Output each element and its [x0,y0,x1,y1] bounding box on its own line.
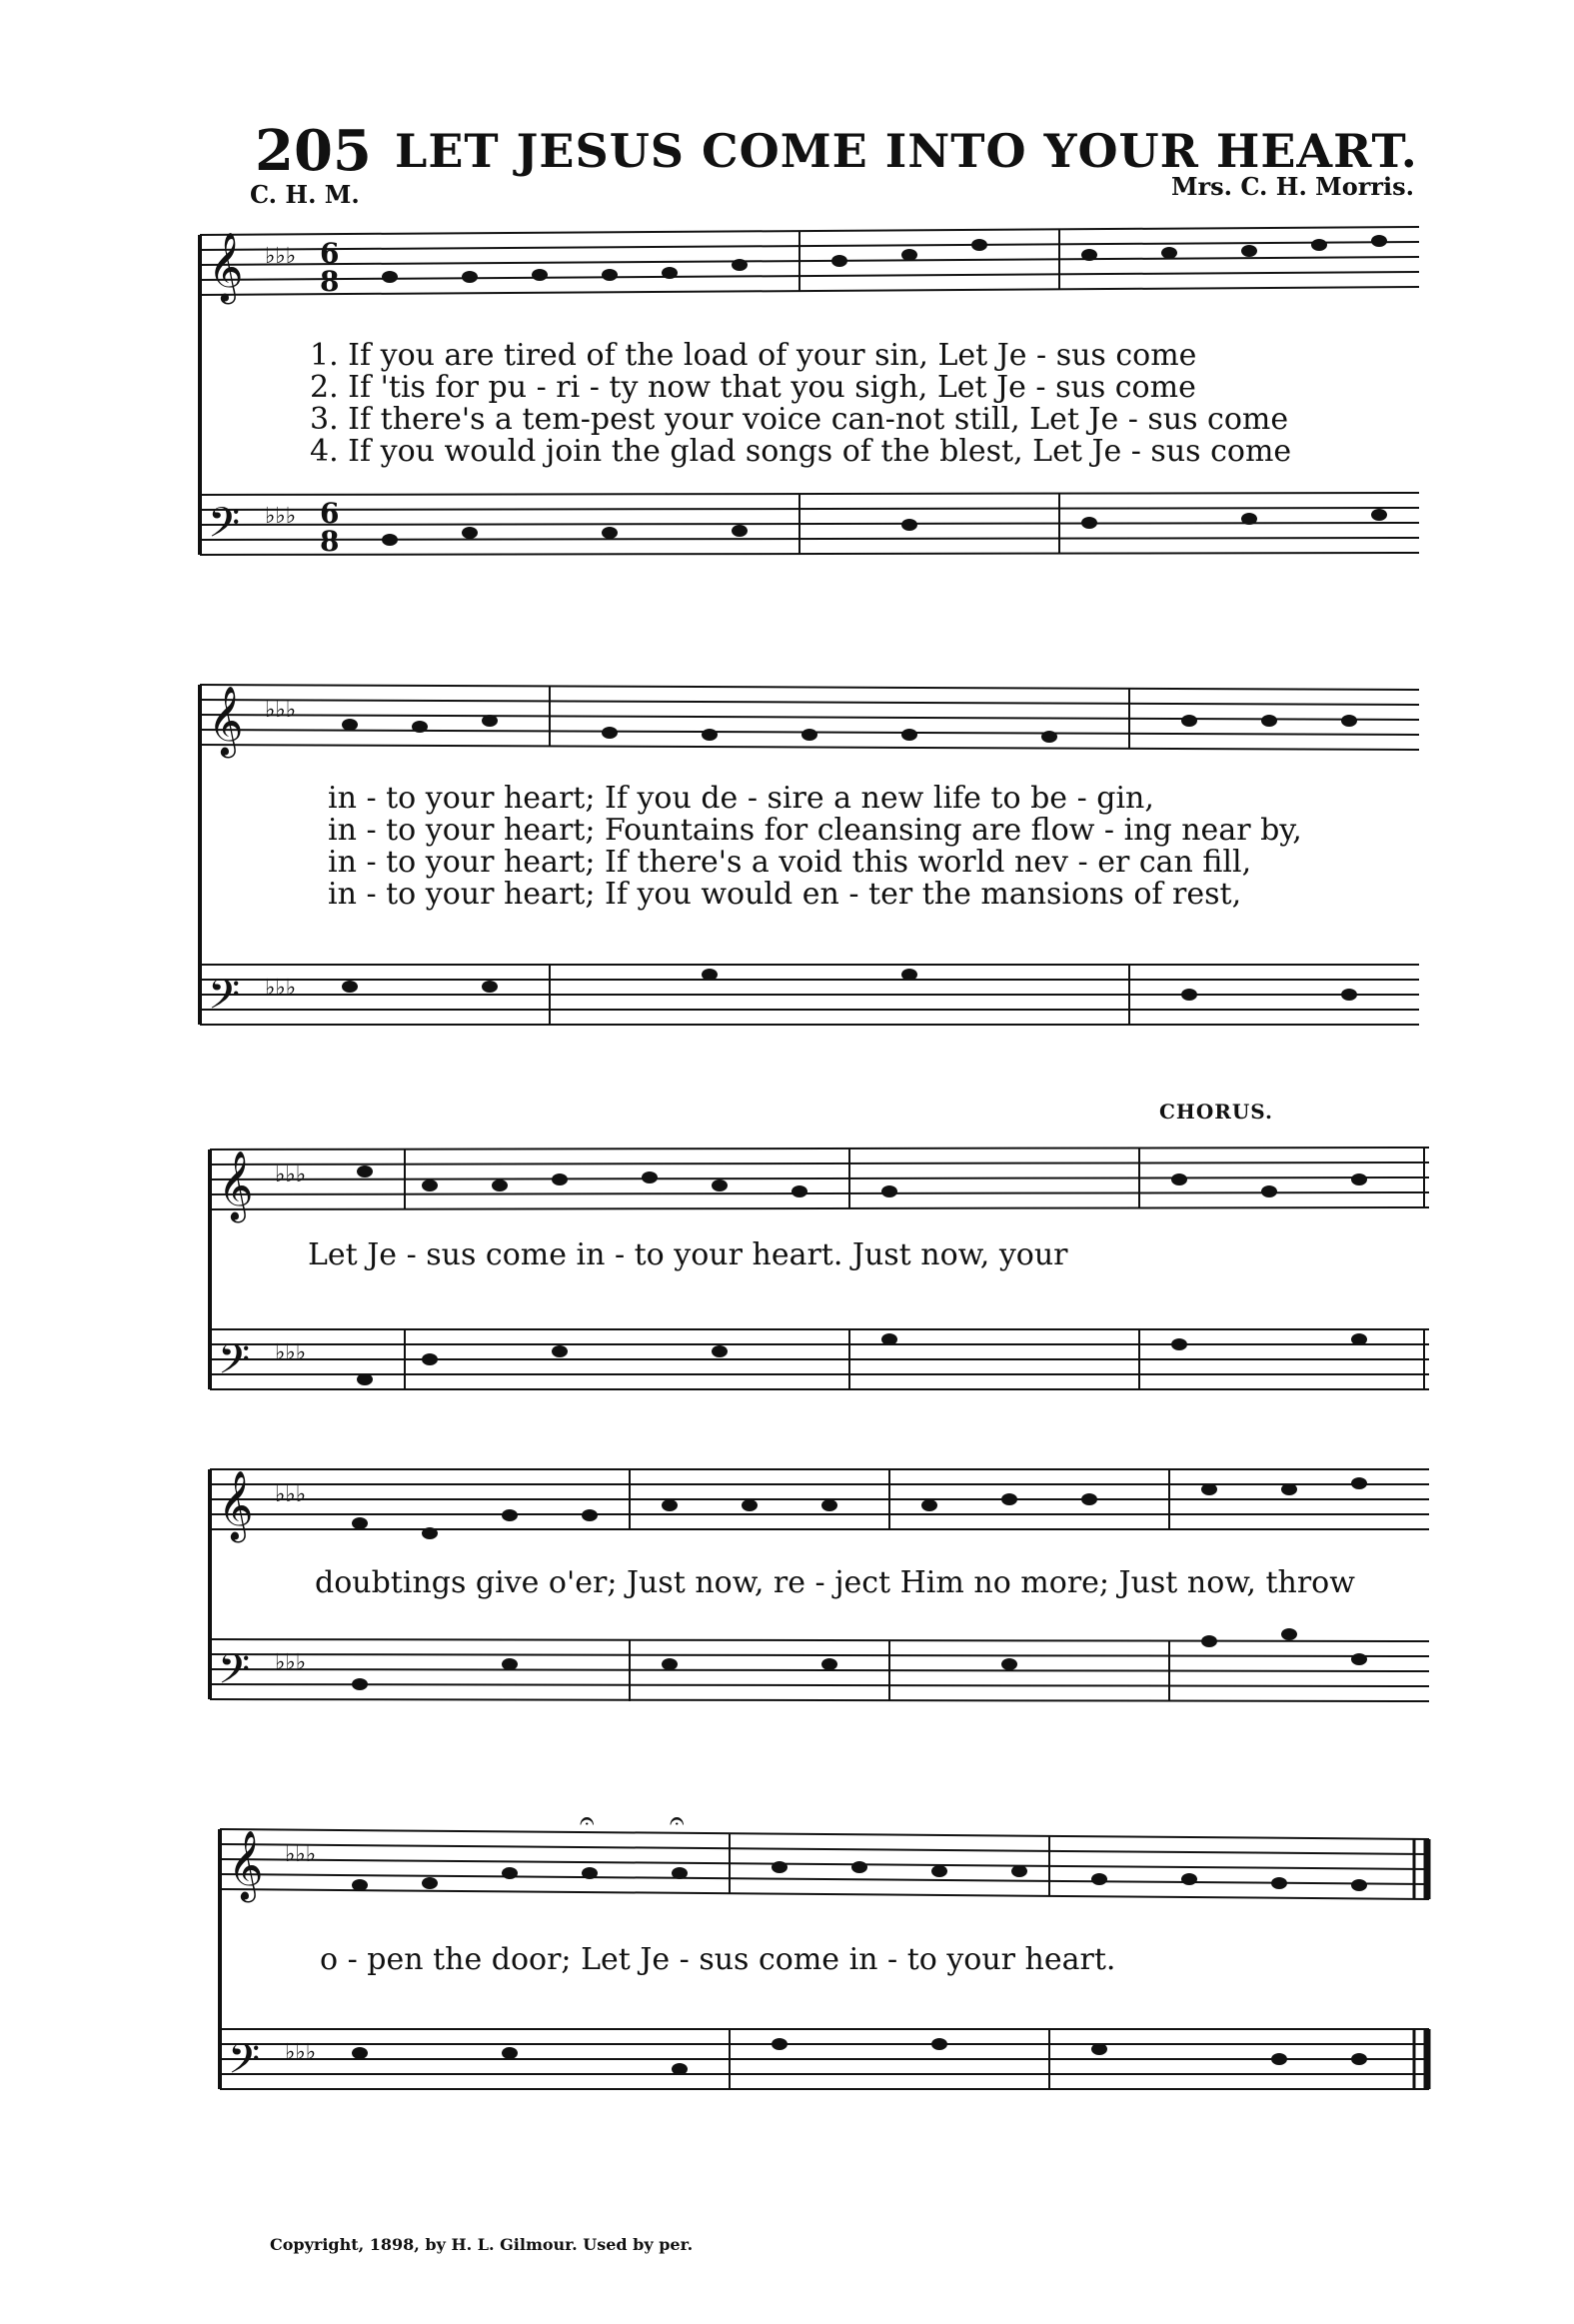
svg-text:8: 8 [320,265,340,298]
lyric-line: in - to your heart; If you de - sire a new life to be - gin, [328,781,1154,816]
svg-text:𝄞: 𝄞 [208,686,244,756]
music-system-3 [190,1100,1429,1419]
lyrics-block-3 [308,1239,1068,1271]
svg-text:𝄢: 𝄢 [208,499,241,557]
chorus-label: CHORUS. [1159,1100,1273,1124]
lyrics-block-4 [315,1567,1355,1599]
svg-text:𝄢: 𝄢 [218,1645,251,1703]
svg-text:6: 6 [320,497,340,530]
svg-text:♭♭♭: ♭♭♭ [285,2039,317,2065]
lyric-line: o - pen the door; Let Je - sus come in - to your heart. [320,1942,1116,1977]
lyric-line: 2. If 'tis for pu - ri - ty now that you sigh, Let Je - sus come [310,370,1196,405]
svg-text:♭♭♭: ♭♭♭ [275,1649,307,1675]
music-system-5 [200,1799,1439,2129]
hymn-number: 205 [255,118,372,184]
svg-text:♭♭♭: ♭♭♭ [265,697,297,723]
svg-text:♭♭♭: ♭♭♭ [265,975,297,1001]
music-system-1 [190,215,1429,625]
svg-text:𝄞: 𝄞 [218,1151,254,1220]
lyric-line: 4. If you would join the glad songs of the blest, Let Je - sus come [310,434,1292,469]
svg-text:♭♭♭: ♭♭♭ [285,1841,317,1867]
music-system-2 [190,665,1429,1085]
svg-text:𝄞: 𝄞 [228,1830,264,1900]
lyrics-block-1 [310,340,1291,468]
lyric-line: 3. If there's a tem-pest your voice can-not still, Let Je - sus come [310,402,1289,437]
svg-text:♭♭♭: ♭♭♭ [275,1339,307,1365]
lyric-line: 1. If you are tired of the load of your sin, Let Je - sus come [310,338,1197,373]
lyric-line: in - to your heart; If you would en - ter the mansions of rest, [328,877,1242,912]
lyric-line: Let Je - sus come in - to your heart. Just now, your [308,1237,1068,1272]
svg-text:♭♭♭: ♭♭♭ [275,1162,307,1187]
hymn-title: LET JESUS COME INTO YOUR HEART. [395,124,1418,178]
lyric-line: in - to your heart; If there's a void this world nev - er can fill, [328,845,1252,880]
svg-text:𝄢: 𝄢 [208,971,241,1029]
staff-graphic-3 [190,1130,1429,1449]
lyrics-block-2 [328,783,1302,911]
svg-text:♭♭♭: ♭♭♭ [265,503,297,529]
svg-text:𝄢: 𝄢 [218,1335,251,1393]
svg-text:𝄢: 𝄢 [228,2035,261,2093]
lyrics-block-5 [320,1944,1115,1976]
lyric-line: doubtings give o'er; Just now, re - ject Him no more; Just now, throw [315,1565,1355,1600]
svg-text:𝄐: 𝄐 [670,1806,685,1836]
music-system-4 [190,1449,1429,1749]
copyright-notice: Copyright, 1898, by H. L. Gilmour. Used by per. [270,2235,694,2254]
svg-text:𝄞: 𝄞 [208,232,244,302]
svg-text:♭♭♭: ♭♭♭ [275,1481,307,1507]
svg-text:𝄞: 𝄞 [218,1470,254,1540]
svg-text:𝄐: 𝄐 [580,1806,595,1836]
svg-text:8: 8 [320,525,340,558]
svg-text:6: 6 [320,237,340,270]
hymn-meter: C. H. M. [250,180,360,209]
hymn-author: Mrs. C. H. Morris. [1170,172,1414,201]
lyric-line: in - to your heart; Fountains for cleansing are flow - ing near by, [328,813,1302,848]
svg-text:♭♭♭: ♭♭♭ [265,243,297,269]
